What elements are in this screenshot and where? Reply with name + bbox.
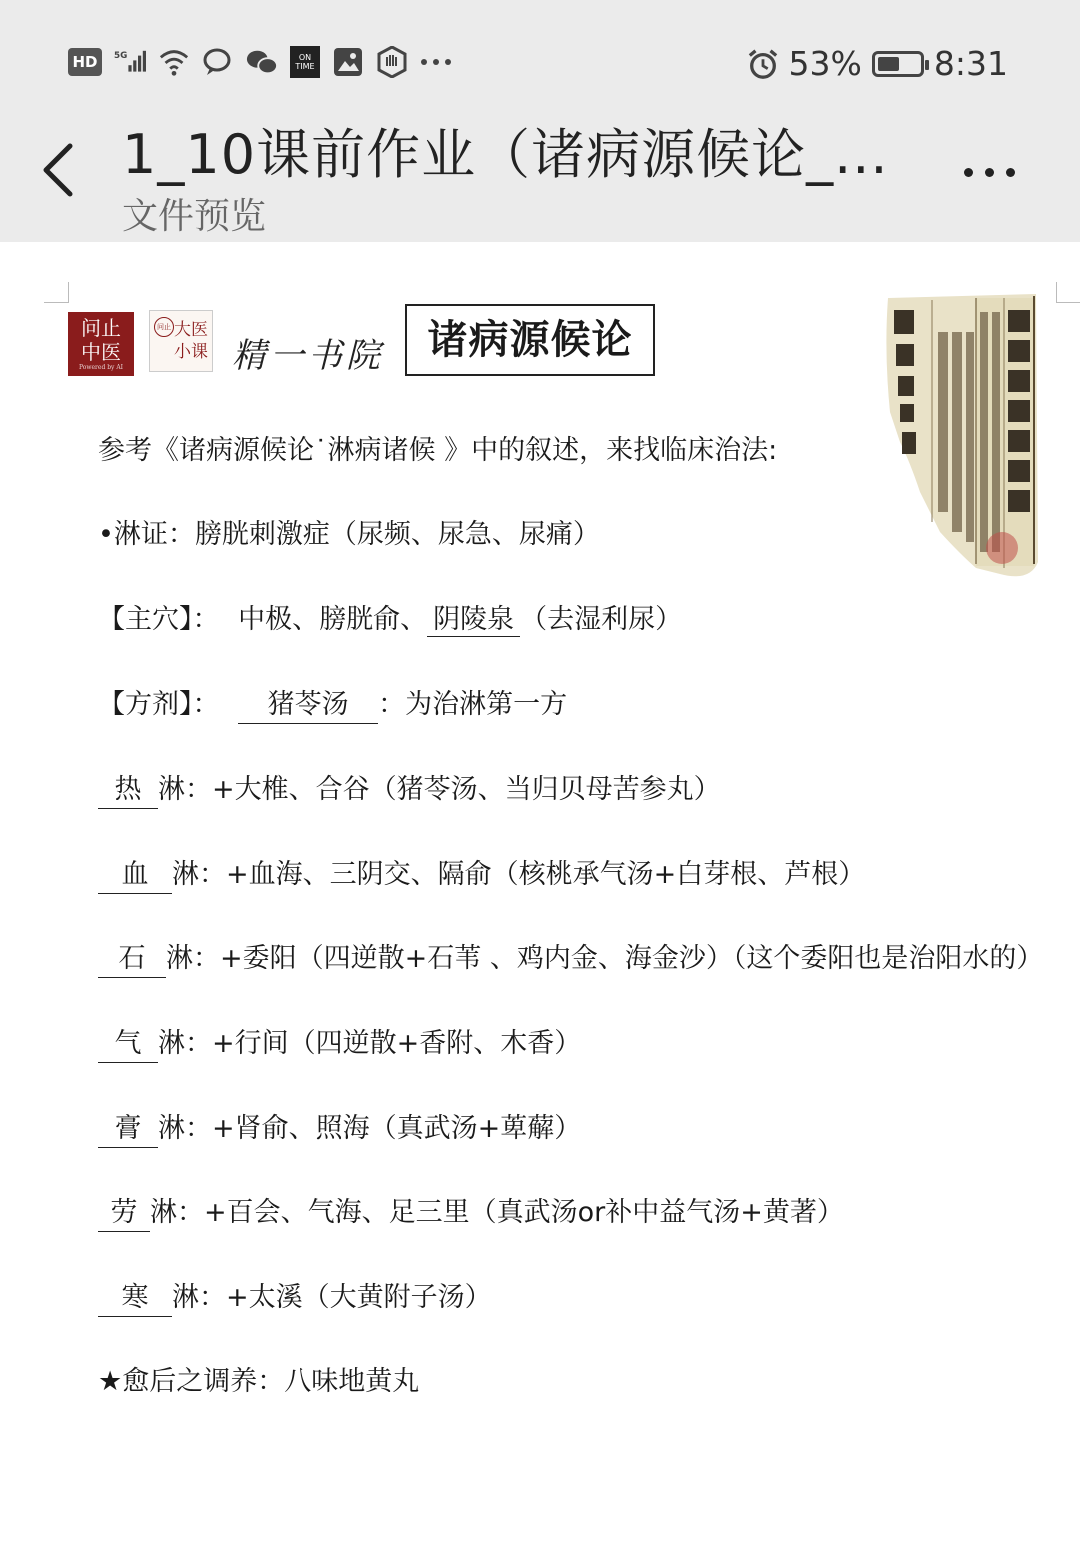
wechat-icon <box>246 46 278 78</box>
page-subtitle: 文件预览 <box>122 196 267 237</box>
lin-zheng-text: •淋证：膀胱刺激症（尿频、尿急、尿痛） <box>98 519 600 550</box>
wifi-icon <box>158 46 190 78</box>
formula-label: 【方剂】： <box>98 689 220 720</box>
hand-icon <box>376 46 408 78</box>
type-detail: +百会、气海、足三里（真武汤or补中益气汤+黄著） <box>204 1197 844 1228</box>
type-detail: +肾俞、照海（真武汤+萆薢） <box>212 1113 582 1144</box>
more-horizontal-icon <box>964 168 973 177</box>
more-horizontal-icon <box>1006 168 1015 177</box>
type-suffix: 淋： <box>166 943 220 974</box>
type-name: 劳 <box>98 1190 150 1232</box>
alarm-icon <box>747 48 779 80</box>
clock-time: 8:31 <box>933 44 1008 83</box>
wenzhi-logo <box>68 312 134 376</box>
type-suffix: 淋： <box>172 1282 226 1313</box>
type-line <box>98 936 1043 978</box>
main-points-underlined: 阴陵泉 <box>427 597 520 637</box>
formula-line <box>98 682 567 724</box>
logo2-line2: 小课 <box>174 342 208 362</box>
crop-mark-left <box>44 282 69 303</box>
type-line <box>98 767 721 809</box>
type-line <box>98 1190 844 1232</box>
status-bar <box>0 36 1080 96</box>
more-horizontal-icon <box>985 168 994 177</box>
intro-text: 参考《诸病源候论˙淋病诸候 》中的叙述，来找临床治法: <box>98 435 778 466</box>
logo2-line1: 大医 <box>174 320 208 340</box>
signal-icon <box>114 46 146 78</box>
type-name: 热 <box>98 767 158 809</box>
type-line <box>98 1106 581 1148</box>
type-detail: +委阳（四逆散+石苇 、鸡内金、海金沙）（这个委阳也是治阳水的） <box>220 943 1044 974</box>
top-bar <box>0 0 1080 242</box>
type-name: 寒 <box>98 1275 172 1317</box>
type-suffix: 淋： <box>158 1028 212 1059</box>
type-detail: +行间（四逆散+香附、木香） <box>212 1028 582 1059</box>
message-icon <box>202 46 234 78</box>
logo1-line2: 中医 <box>81 340 121 364</box>
type-name: 膏 <box>98 1106 158 1148</box>
battery-percent: 53% <box>788 44 862 83</box>
more-options-button[interactable] <box>964 160 1028 184</box>
main-points-text-a: 中极、膀胱俞、 <box>238 604 428 635</box>
crop-mark-right <box>1056 282 1080 303</box>
type-detail: +大椎、合谷（猪苓汤、当归贝母苦参丸） <box>212 774 721 805</box>
type-line <box>98 1021 581 1063</box>
type-name: 血 <box>98 852 172 894</box>
type-detail: +血海、三阴交、隔俞（核桃承气汤+白芽根、芦根） <box>226 859 866 890</box>
battery-icon <box>872 51 924 77</box>
more-dots-icon <box>420 46 452 78</box>
logo1-line1: 问止 <box>81 316 121 340</box>
formula-text: ：为治淋第一方 <box>378 689 568 720</box>
type-line <box>98 852 865 894</box>
gallery-icon <box>332 46 364 78</box>
ancient-book-image <box>880 292 1040 582</box>
logo1-small: Powered by AI <box>78 364 124 371</box>
ontime-icon: ON TIME <box>290 46 320 78</box>
chevron-left-icon <box>38 140 78 200</box>
jingyi-shuyuan-logo: 精一书院 <box>232 336 384 376</box>
type-detail: +太溪（大黄附子汤） <box>226 1282 492 1313</box>
type-name: 石 <box>98 936 166 978</box>
document-title-box: 诸病源候论 <box>405 304 655 376</box>
type-name: 气 <box>98 1021 158 1063</box>
main-points-line <box>98 597 682 637</box>
page-title: 1_10课前作业（诸病源候论_... <box>122 123 889 186</box>
type-line <box>98 1275 492 1317</box>
type-suffix: 淋： <box>158 1113 212 1144</box>
type-suffix: 淋： <box>150 1197 204 1228</box>
formula-underlined: 猪苓汤 <box>238 682 378 724</box>
type-suffix: 淋： <box>158 774 212 805</box>
type-suffix: 淋： <box>172 859 226 890</box>
aftercare-text: ★愈后之调养：八味地黄丸 <box>98 1366 420 1397</box>
network-label: 5G <box>114 51 128 61</box>
main-points-text-b: （去湿利尿） <box>520 604 683 635</box>
back-button[interactable] <box>38 140 88 200</box>
logo2-seal: 问止 <box>154 317 174 337</box>
dayi-xiaoke-logo <box>149 310 213 372</box>
main-points-label: 【主穴】： <box>98 604 220 635</box>
hd-badge: HD <box>68 48 102 76</box>
